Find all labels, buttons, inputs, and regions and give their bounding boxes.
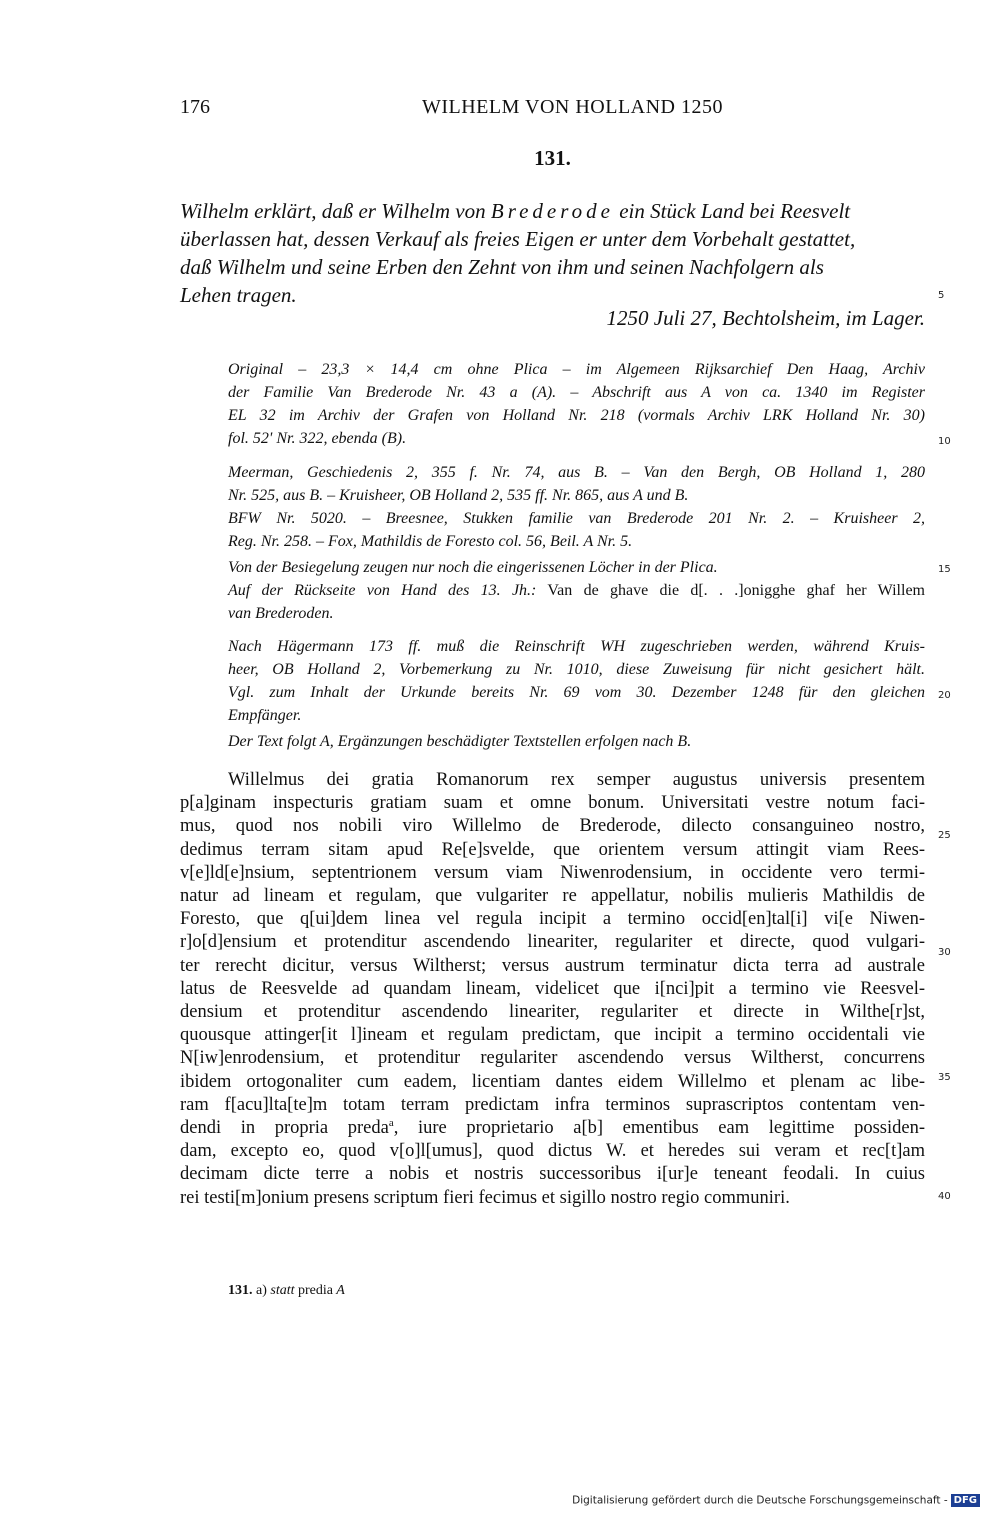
note-line: fol. 52' Nr. 322, ebenda (B).: [228, 430, 407, 447]
text-line: v[e]ld[e]nsium, septentrionem versum viam Niwenrodensium, in occidente vero termi-: [180, 862, 925, 883]
regest-line: überlassen hat, dessen Verkauf als freies Eigen er unter dem Vorbehalt gestattet,: [180, 227, 856, 251]
regest-line: Lehen tragen.: [180, 283, 297, 307]
footnote-mark: a): [256, 1283, 267, 1298]
regest-line: Wilhelm erklärt, daß er Wilhelm von Brederode ein Stück Land bei Reesvelt: [180, 199, 851, 223]
text-line: ibidem ortogonaliter cum eadem, licentiam dantes eidem Willelmo et plenam ac libe-: [180, 1071, 925, 1092]
line-number: 5: [938, 290, 945, 301]
text-line: Foresto, que q[ui]dem linea vel regula incipit a termino occid[en]tal[i] vi[e Niwen-: [180, 909, 925, 930]
note-line: Nr. 525, aus B. – Kruisheer, OB Holland 2, 535 ff. Nr. 865, aus A und B.: [228, 487, 689, 504]
footnote: [228, 1283, 345, 1299]
note-line: Vgl. zum Inhalt der Urkunde bereits Nr. 69 vom 30. Dezember 1248 für den gleichen: [228, 684, 925, 701]
text-line: Willelmus dei gratia Romanorum rex semper augustus universis presentem: [228, 770, 925, 790]
text-line: ram f[acu]lta[te]m totam terram predictam infra terminos suprascriptos contentam ven-: [180, 1094, 925, 1115]
note-line: Reg. Nr. 258. – Fox, Mathildis de Foresto col. 56, Beil. A Nr. 5.: [228, 533, 633, 550]
text-line: dam, excepto eo, quod v[o]l[umus], quod dictus W. et heredes sui veram et rec[t]am: [180, 1141, 925, 1162]
dfg-logo: DFG: [951, 1494, 980, 1507]
line-number: 40: [938, 1191, 951, 1202]
note-line: Empfänger.: [228, 707, 302, 724]
text-line: p[a]ginam inspecturis gratiam suam et omne bonum. Universitati vestre notum faci-: [180, 793, 925, 814]
line-number: 10: [938, 436, 951, 447]
note-line: Meerman, Geschiedenis 2, 355 f. Nr. 74, aus B. – Van den Bergh, OB Holland 1, 280: [228, 464, 925, 481]
text-line: rei testi[m]onium presens scriptum fieri fecimus et sigillo nostro regio communiri.: [180, 1187, 790, 1208]
line-number: 20: [938, 690, 951, 701]
name-brederode: Brederode: [490, 199, 614, 223]
text-line: mus, quod nos nobili viro Willelmo de Brederode, dilecto consanguineo nostro,: [180, 816, 925, 837]
note-line: EL 32 im Archiv der Grafen von Holland Nr. 218 (vormals Archiv LRK Holland Nr. 30): [228, 407, 925, 424]
line-number: 35: [938, 1072, 951, 1083]
note-line: Von der Besiegelung zeugen nur noch die eingerissenen Löcher in der Plica.: [228, 559, 718, 576]
digitization-credit: Digitalisierung gefördert durch die Deutsche Forschungsgemeinschaft - DFG: [572, 1494, 980, 1507]
text-line: ter rerecht dicitur, versus Wiltherst; versus austrum terminatur dicta terra ad australe: [180, 955, 925, 976]
running-title: WILHELM VON HOLLAND 1250: [421, 96, 724, 118]
line-number: 15: [938, 564, 951, 575]
line-number: 30: [938, 947, 951, 958]
note-line: van Brederoden.: [228, 605, 334, 622]
note-line: der Familie Van Brederode Nr. 43 a (A). – Abschrift aus A von ca. 1340 im Register: [228, 384, 925, 401]
dateline: 1250 Juli 27, Bechtolsheim, im Lager.: [606, 306, 925, 330]
footnote-number: 131.: [228, 1283, 253, 1298]
text-line: natur ad lineam et regulam, que vulgariter re appellatur, nobilis mulieris Mathildis de: [180, 886, 925, 906]
text-line: densium et protenditur ascendendo lineariter, regulariter et directe in Wilthe[r]st,: [180, 1002, 925, 1022]
text-line: N[iw]enrodensium, et protenditur regulariter ascendendo versus Wiltherst, concurrens: [180, 1048, 925, 1069]
document-number: 131.: [534, 146, 571, 170]
note-line: Nach Hägermann 173 ff. muß die Reinschrift WH zugeschrieben werden, während Kruis-: [228, 638, 925, 655]
footnote-mark: a: [388, 1116, 394, 1129]
running-header: [180, 96, 925, 124]
note-line: Der Text folgt A, Ergänzungen beschädigter Textstellen erfolgen nach B.: [228, 733, 692, 750]
line-number: 25: [938, 830, 951, 841]
regest-line: daß Wilhelm und seine Erben den Zehnt von ihm und seinen Nachfolgern als: [180, 255, 824, 279]
note-line: BFW Nr. 5020. – Breesnee, Stukken familie van Brederode 201 Nr. 2. – Kruisheer 2,: [228, 510, 925, 527]
note-line: Original – 23,3 × 14,4 cm ohne Plica – im Algemeen Rijksarchief Den Haag, Archiv: [228, 361, 925, 378]
text-line: quousque attinger[it l]ineam et regulam predictam, que incipit a termino occidentali vie: [180, 1025, 925, 1046]
text-line: decimam dicte terre a nobis et nostris successoribus i[ur]e teneant feodali. In cuius: [180, 1164, 925, 1185]
page-number: 176: [180, 96, 210, 118]
text-line: dedimus terram sitam apud Re[e]svelde, que orientem versum attingit viam Rees-: [180, 839, 925, 860]
note-line: Auf der Rückseite von Hand des 13. Jh.: Van de ghave die d[. . .]onigghe ghaf her Willem: [228, 582, 925, 599]
footnote-text: statt predia A: [270, 1283, 345, 1298]
text-line: dendi in propria preda$^a$, iure proprietario a[b] ementibus eam legittime possiden-: [180, 1116, 925, 1138]
text-line: r]o[d]ensium et protenditur ascendendo lineariter, regulariter et directe, quod vulgari-: [180, 932, 925, 953]
text-line: latus de Reesvelde ad quandam lineam, videlicet que i[nci]pit a termino vie Reesvel-: [180, 978, 925, 999]
note-line: heer, OB Holland 2, Vorbemerkung zu Nr. 1010, diese Zuweisung für nicht gesichert hält.: [228, 661, 925, 678]
